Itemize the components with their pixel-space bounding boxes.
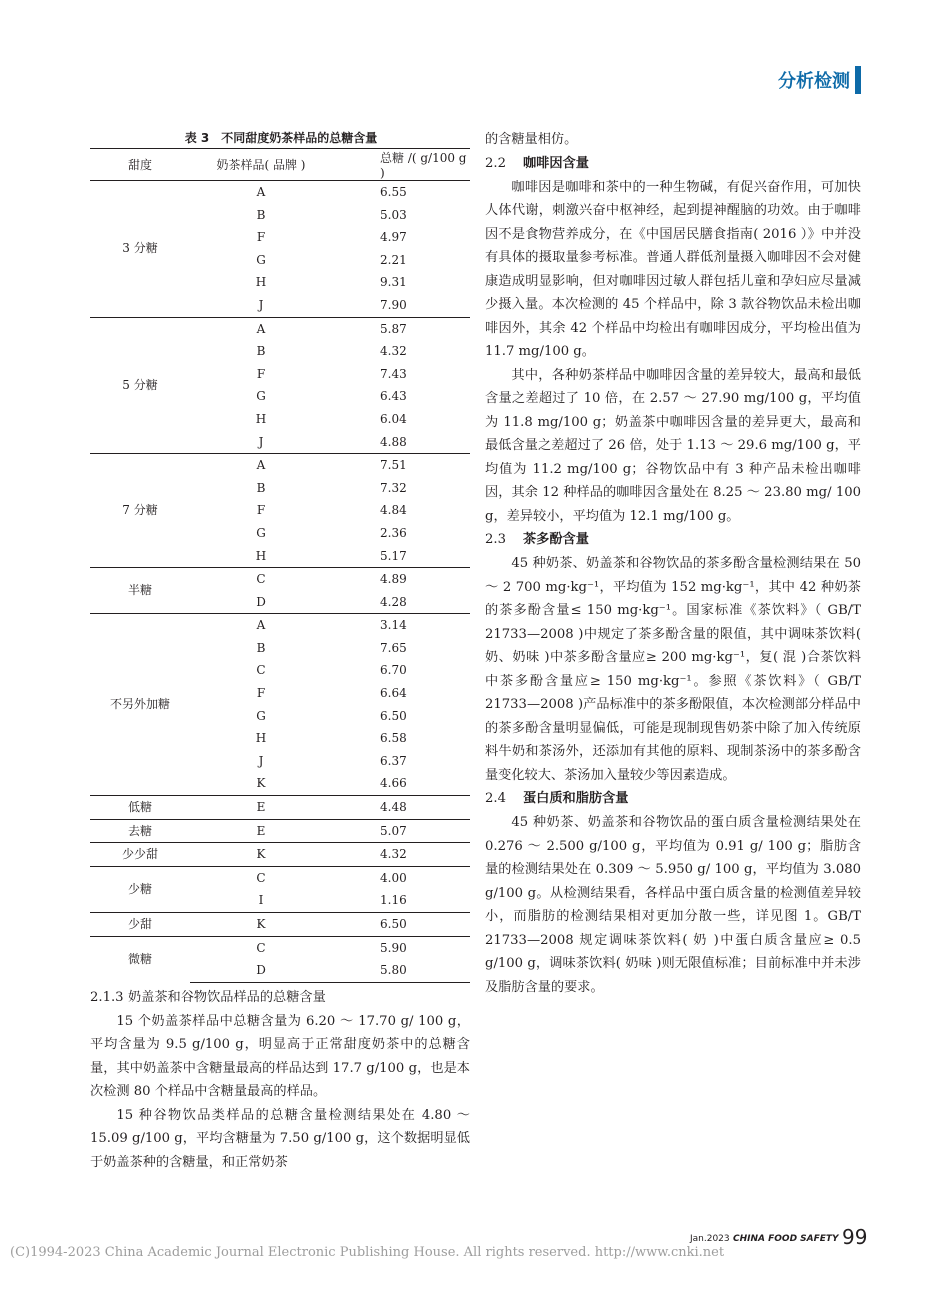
brand-cell: G — [256, 708, 266, 723]
heading-text: 咖啡因含量 — [523, 155, 589, 171]
sugar-cell: 6.64 — [380, 686, 407, 701]
sugar-cell: 4.32 — [332, 843, 470, 867]
paragraph: 15 个奶盖茶样品中总糖含量为 6.20 ～ 17.70 g/ 100 g，平均含量为 9.5 g/100 g，明显高于正常甜度奶茶中的总糖含量，其中奶盖茶中含糖量最高的样品达到 17.7 g/100 g，也是本次检测 80 个样品中含糖量最高的样品。 — [90, 1013, 470, 1100]
paragraph: 其中，各种奶茶样品中咖啡因含量的差异较大，最高和最低含量之差超过了 10 倍，在 2.57 ～ 27.90 mg/100 g，平均值为 11.8 mg/100 g；奶盖茶中咖啡因含量的差异更大，最高和最低含量之差超过了 26 倍，处于 1.13 ～ 29.6 mg/100 g，平均值为 11.2 mg/100 g；谷物饮品中有 3 种产品未检出咖啡因，其余 12 种样品的咖啡因含量处在 8.25 ～ 23.80 mg/ 100 g，差异较小，平均值为 12.1 mg/100 g。 — [485, 367, 861, 524]
sweetness-cell: 低糖 — [90, 796, 190, 820]
sugar-cell: 4.28 — [380, 594, 407, 609]
brand-cell: B — [256, 207, 266, 222]
table-row — [90, 843, 470, 867]
sugar-cell: 4.48 — [332, 796, 470, 820]
heading-2-1-3 — [90, 986, 470, 1010]
sugar-cell: 5.90 — [332, 936, 470, 959]
brand-cell: K — [256, 776, 266, 791]
sugar-cell: 7.51 — [332, 454, 470, 477]
heading-2-2 — [485, 152, 861, 176]
table-row — [90, 936, 470, 959]
heading-text: 茶多酚含量 — [523, 532, 589, 547]
brand-cell: B — [256, 480, 266, 495]
table-row — [90, 819, 470, 843]
section-bar — [855, 66, 861, 94]
brand-cell: A — [256, 185, 266, 199]
right-column — [485, 130, 861, 999]
left-column — [90, 130, 470, 1174]
sugar-cell: 4.32 — [380, 344, 407, 359]
paragraph: 咖啡因是咖啡和茶中的一种生物碱，有促兴奋作用，可加快人体代谢，刺激兴奋中枢神经，起到提神醒脑的功效。由于咖啡因不是食物营养成分，在《中国居民膳食指南( 2016 ）》中并没有具体的摄取量参考标准。普通人群低剂量摄入咖啡因不会对健康造成明显影响，但对咖啡因过敏人群包括儿童和孕妇应尽量减少摄入量。本次检测的 45 个样品中，除 3 款谷物饮品未检出咖啡因外，其余 42 个样品中均检出有咖啡因成分，平均检出值为 11.7 mg/100 g。 — [485, 179, 861, 359]
sugar-cell: 1.16 — [380, 893, 407, 908]
heading-text: 奶盖茶和谷物饮品样品的总糖含量 — [128, 989, 326, 1005]
sugar-cell: 4.89 — [332, 568, 470, 591]
brand-cell: D — [190, 959, 332, 982]
heading-number: 2.1.3 — [90, 989, 124, 1005]
table-row — [90, 796, 470, 820]
brand-cell: F — [256, 503, 266, 518]
sugar-cell: 5.07 — [332, 819, 470, 843]
brand-cell: E — [190, 796, 332, 820]
sugar-cell: 4.00 — [332, 866, 470, 889]
magazine-name: CHINA FOOD SAFETY — [733, 1234, 839, 1244]
sugar-cell: 6.43 — [380, 389, 407, 404]
col-header-sweetness: 甜度 — [90, 149, 190, 181]
heading-text: 蛋白质和脂肪含量 — [523, 791, 629, 806]
brand-cell: A — [190, 317, 332, 340]
brand-cell: K — [190, 913, 332, 937]
section-title: 分析检测 — [778, 71, 850, 92]
col-header-sugar: 总糖 /( g/100 g ) — [332, 149, 470, 181]
brand-cell: H — [255, 411, 267, 426]
sweetness-cell: 少糖 — [90, 866, 190, 912]
brand-cell: A — [190, 614, 332, 637]
table-row — [90, 317, 470, 340]
sweetness-cell: 微糖 — [90, 936, 190, 982]
sugar-cell: 5.80 — [332, 959, 470, 982]
col-header-brand: 奶茶样品( 品牌 ) — [190, 149, 332, 181]
sweetness-cell: 7 分糖 — [90, 454, 190, 568]
brand-cell: A — [190, 454, 332, 477]
heading-number: 2.4 — [485, 791, 506, 806]
brand-cell: F — [256, 366, 266, 381]
sugar-cell: 6.50 — [332, 913, 470, 937]
page-number: 99 — [842, 1225, 868, 1249]
heading-number: 2.2 — [485, 155, 506, 171]
sugar-cell: 2.36 — [380, 525, 407, 540]
page-footer — [0, 1225, 950, 1263]
sugar-cell: 9.31 — [380, 275, 407, 290]
sweetness-cell: 5 分糖 — [90, 317, 190, 454]
sugar-cell: 4.97 — [380, 230, 407, 245]
brand-cell: C — [256, 663, 266, 678]
sugar-table — [90, 148, 470, 983]
brand-cell: H — [255, 731, 267, 746]
brand-cell: E — [190, 819, 332, 843]
brand-cell: H — [255, 548, 267, 563]
sugar-cell: 5.03 — [380, 207, 407, 222]
table-row — [90, 614, 470, 637]
brand-cell: J — [258, 434, 264, 449]
brand-cell: G — [256, 252, 266, 267]
sweetness-cell: 少甜 — [90, 913, 190, 937]
table-row — [90, 181, 470, 204]
sugar-cell: 5.87 — [332, 317, 470, 340]
paragraph: 45 种奶茶、奶盖茶和谷物饮品的蛋白质含量检测结果处在 0.276 ～ 2.500 g/100 g，平均值为 0.91 g/ 100 g；脂肪含量的检测结果处在 0.309 ～ 5.950 g/ 100 g，平均值为 3.080 g/100 g。从检测结果看，各样品中蛋白质含量的检测值差异较小，而脂肪的检测结果相对更加分散一些，详见图 1。GB/T 21733—2008 规定调味茶饮料( 奶 )中蛋白质含量应≥ 0.5 g/100 g，调味茶饮料( 奶味 )则无限值标准；目前标准中并未涉及脂肪含量的要求。 — [485, 815, 861, 995]
brand-cell: J — [258, 297, 264, 312]
brand-cell: C — [190, 568, 332, 591]
table-row — [90, 454, 470, 477]
table-row — [90, 866, 470, 889]
brand-cell: D — [256, 594, 266, 609]
sugar-cell: 6.37 — [380, 753, 407, 768]
table-caption: 表 3 不同甜度奶茶样品的总糖含量 — [184, 131, 378, 145]
sugar-cell: 2.21 — [380, 252, 407, 267]
sugar-cell: 3.14 — [332, 614, 470, 637]
brand-cell: G — [256, 389, 266, 404]
sweetness-cell: 3 分糖 — [122, 241, 158, 256]
heading-2-4 — [485, 787, 861, 811]
sweetness-cell: 半糖 — [90, 568, 190, 614]
sugar-cell: 7.32 — [380, 480, 407, 495]
brand-cell: C — [190, 936, 332, 959]
heading-number: 2.3 — [485, 532, 506, 547]
brand-cell: K — [190, 843, 332, 867]
heading-2-3 — [485, 528, 861, 552]
paragraph: 45 种奶茶、奶盖茶和谷物饮品的茶多酚含量检测结果在 50 ～ 2 700 mg·kg⁻¹，平均值为 152 mg·kg⁻¹，其中 42 种奶茶的茶多酚含量≤ 150 mg·kg⁻¹。国家标准《茶饮料》（ GB/T 21733—2008 )中规定了茶多酚含量的限值，其中调味茶饮料( 奶、奶味 )中茶多酚含量应≥ 200 mg·kg⁻¹，复( 混 )合茶饮料中茶多酚含量应≥ 150 mg·kg⁻¹。参照《茶饮料》（ GB/T 21733—2008 )产品标准中的茶多酚限值，本次检测部分样品中的茶多酚含量明显偏低，可能是现制现售奶茶中除了加入传统原料牛奶和茶汤外，还添加有其他的原料、现制茶汤中的茶多酚含量变化较大、茶汤加入量较少等因素造成。 — [485, 556, 861, 783]
sugar-cell: 7.90 — [380, 297, 407, 312]
paragraph-continued: 的含糖量相仿。 — [485, 132, 578, 147]
sweetness-cell: 不另外加糖 — [90, 614, 190, 796]
table-row — [90, 913, 470, 937]
sweetness-cell: 少少甜 — [90, 843, 190, 867]
sugar-cell: 6.50 — [380, 708, 407, 723]
brand-cell: C — [190, 866, 332, 889]
sugar-cell: 6.04 — [380, 411, 407, 426]
brand-cell: B — [256, 640, 266, 655]
sugar-cell: 7.43 — [380, 366, 407, 381]
brand-cell: G — [256, 525, 266, 540]
sugar-cell: 4.66 — [380, 776, 407, 791]
table-row — [90, 568, 470, 591]
sugar-cell: 6.58 — [380, 731, 407, 746]
sugar-cell: 7.65 — [380, 640, 407, 655]
sweetness-cell: 去糖 — [90, 819, 190, 843]
sugar-cell: 4.84 — [380, 503, 407, 518]
brand-cell: F — [256, 686, 266, 701]
sugar-cell: 6.55 — [380, 185, 407, 199]
brand-cell: H — [255, 275, 267, 290]
table-body — [90, 181, 470, 983]
issue-date: Jan.2023 — [690, 1234, 730, 1244]
sugar-cell: 5.17 — [380, 548, 407, 563]
brand-cell: I — [258, 893, 264, 908]
copyright-notice: (C)1994-2023 China Academic Journal Electronic Publishing House. All rights reserved. http://www.cnki.net — [10, 1245, 725, 1260]
brand-cell: F — [256, 230, 266, 245]
paragraph: 15 种谷物饮品类样品的总糖含量检测结果处在 4.80 ～ 15.09 g/100 g，平均含糖量为 7.50 g/100 g，这个数据明显低于奶盖茶种的含糖量，和正常奶茶 — [90, 1107, 470, 1170]
brand-cell: B — [256, 344, 266, 359]
sugar-cell: 6.70 — [380, 663, 407, 678]
sugar-cell: 4.88 — [380, 434, 407, 449]
brand-cell: J — [258, 753, 264, 768]
